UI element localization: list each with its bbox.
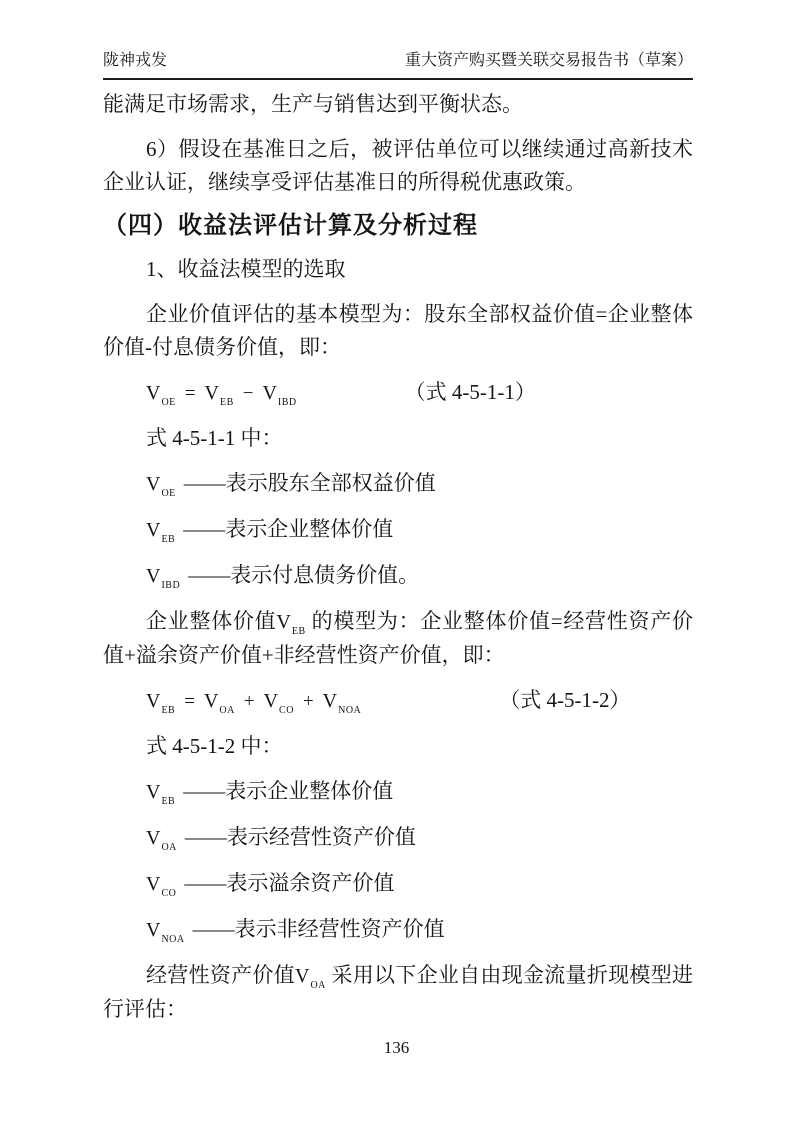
var-vco: $V_{CO}$ (263, 690, 294, 716)
section-heading: （四）收益法评估计算及分析过程 (103, 212, 478, 239)
var-vibd: $V_{IBD}$ (146, 565, 181, 591)
var-voa: $V_{OA}$ (146, 827, 177, 853)
equals-sign: = (184, 691, 195, 712)
definition-vibd (103, 559, 693, 593)
var-vibd: $V_{IBD}$ (262, 382, 297, 408)
page-body (103, 88, 693, 1038)
paragraph-model-1: 企业价值评估的基本模型为：股东全部权益价值=企业整体价值-付息债务价值，即： (103, 302, 693, 359)
definition-vco (103, 867, 693, 901)
definition-dash: —— (183, 779, 226, 803)
definition-dash: —— (188, 563, 231, 587)
formula-label-4-5-1-2: （式 4-5-1-2） (499, 688, 631, 712)
formula-1-intro: 式 4-5-1-1 中： (146, 426, 283, 450)
var-voe: $V_{OE}$ (146, 382, 176, 408)
var-veb: $V_{EB}$ (146, 781, 176, 807)
plus-sign: + (243, 691, 255, 712)
var-voa: $V_{OA}$ (295, 965, 326, 991)
header-company-name: 陇神戎发 (103, 52, 168, 69)
definition-text: 表示非经营性资产价值 (234, 917, 445, 941)
var-veb: $V_{EB}$ (204, 382, 234, 408)
definition-voa (103, 821, 693, 855)
var-voa: $V_{OA}$ (203, 690, 235, 716)
page-header (103, 50, 693, 80)
page-footer (0, 1038, 793, 1058)
definition-dash: —— (184, 871, 227, 895)
minus-sign: − (242, 383, 254, 404)
var-voe: $V_{OE}$ (146, 473, 176, 499)
var-veb: $V_{EB}$ (146, 690, 176, 716)
definition-vnoa (103, 913, 693, 947)
definition-veb-2 (103, 775, 693, 809)
equals-sign: = (184, 383, 196, 404)
definition-veb (103, 513, 693, 547)
paragraph-fcf-model: 经营性资产价值$V_{OA}$ 采用以下企业自由现金流量折现模型进行评估： (103, 963, 694, 1021)
definition-dash: —— (192, 917, 235, 941)
definition-text: 表示溢余资产价值 (226, 871, 395, 895)
definition-text: 表示股东全部权益价值 (225, 471, 436, 495)
paragraph-market-balance: 能满足市场需求，生产与销售达到平衡状态。 (103, 92, 523, 116)
paragraph-model-2: 企业整体价值$V_{EB}$ 的模型为：企业整体价值=经营性资产价值+溢余资产价值+非经营性资产价值，即： (103, 609, 694, 667)
formula-4-5-1-2 (103, 684, 693, 718)
var-vco: $V_{CO}$ (146, 873, 177, 899)
header-report-title: 重大资产购买暨关联交易报告书（草案） (404, 52, 693, 69)
page-number: 136 (383, 1038, 410, 1057)
var-vnoa: $V_{NOA}$ (146, 919, 185, 945)
var-vnoa: $V_{NOA}$ (322, 690, 362, 716)
subsection-title: 1、收益法模型的选取 (146, 257, 346, 281)
formula-4-5-1-1 (103, 376, 693, 410)
definition-dash: —— (184, 825, 227, 849)
definition-text: 表示企业整体价值 (225, 779, 394, 803)
definition-dash: —— (183, 471, 226, 495)
formula-2-intro: 式 4-5-1-2 中： (146, 734, 283, 758)
definition-text: 表示经营性资产价值 (226, 825, 416, 849)
definition-dash: —— (183, 517, 226, 541)
definition-text: 表示企业整体价值 (225, 517, 394, 541)
var-veb: $V_{EB}$ (276, 611, 306, 637)
definition-text: 表示付息债务价值。 (230, 563, 420, 587)
paragraph-assumption-6: 6）假设在基准日之后，被评估单位可以继续通过高新技术企业认证，继续享受评估基准日的所得税优惠政策。 (103, 137, 693, 194)
formula-label-4-5-1-1: （式 4-5-1-1） (404, 380, 536, 404)
var-veb: $V_{EB}$ (146, 519, 176, 545)
definition-voe (103, 467, 693, 501)
plus-sign: + (302, 691, 314, 712)
